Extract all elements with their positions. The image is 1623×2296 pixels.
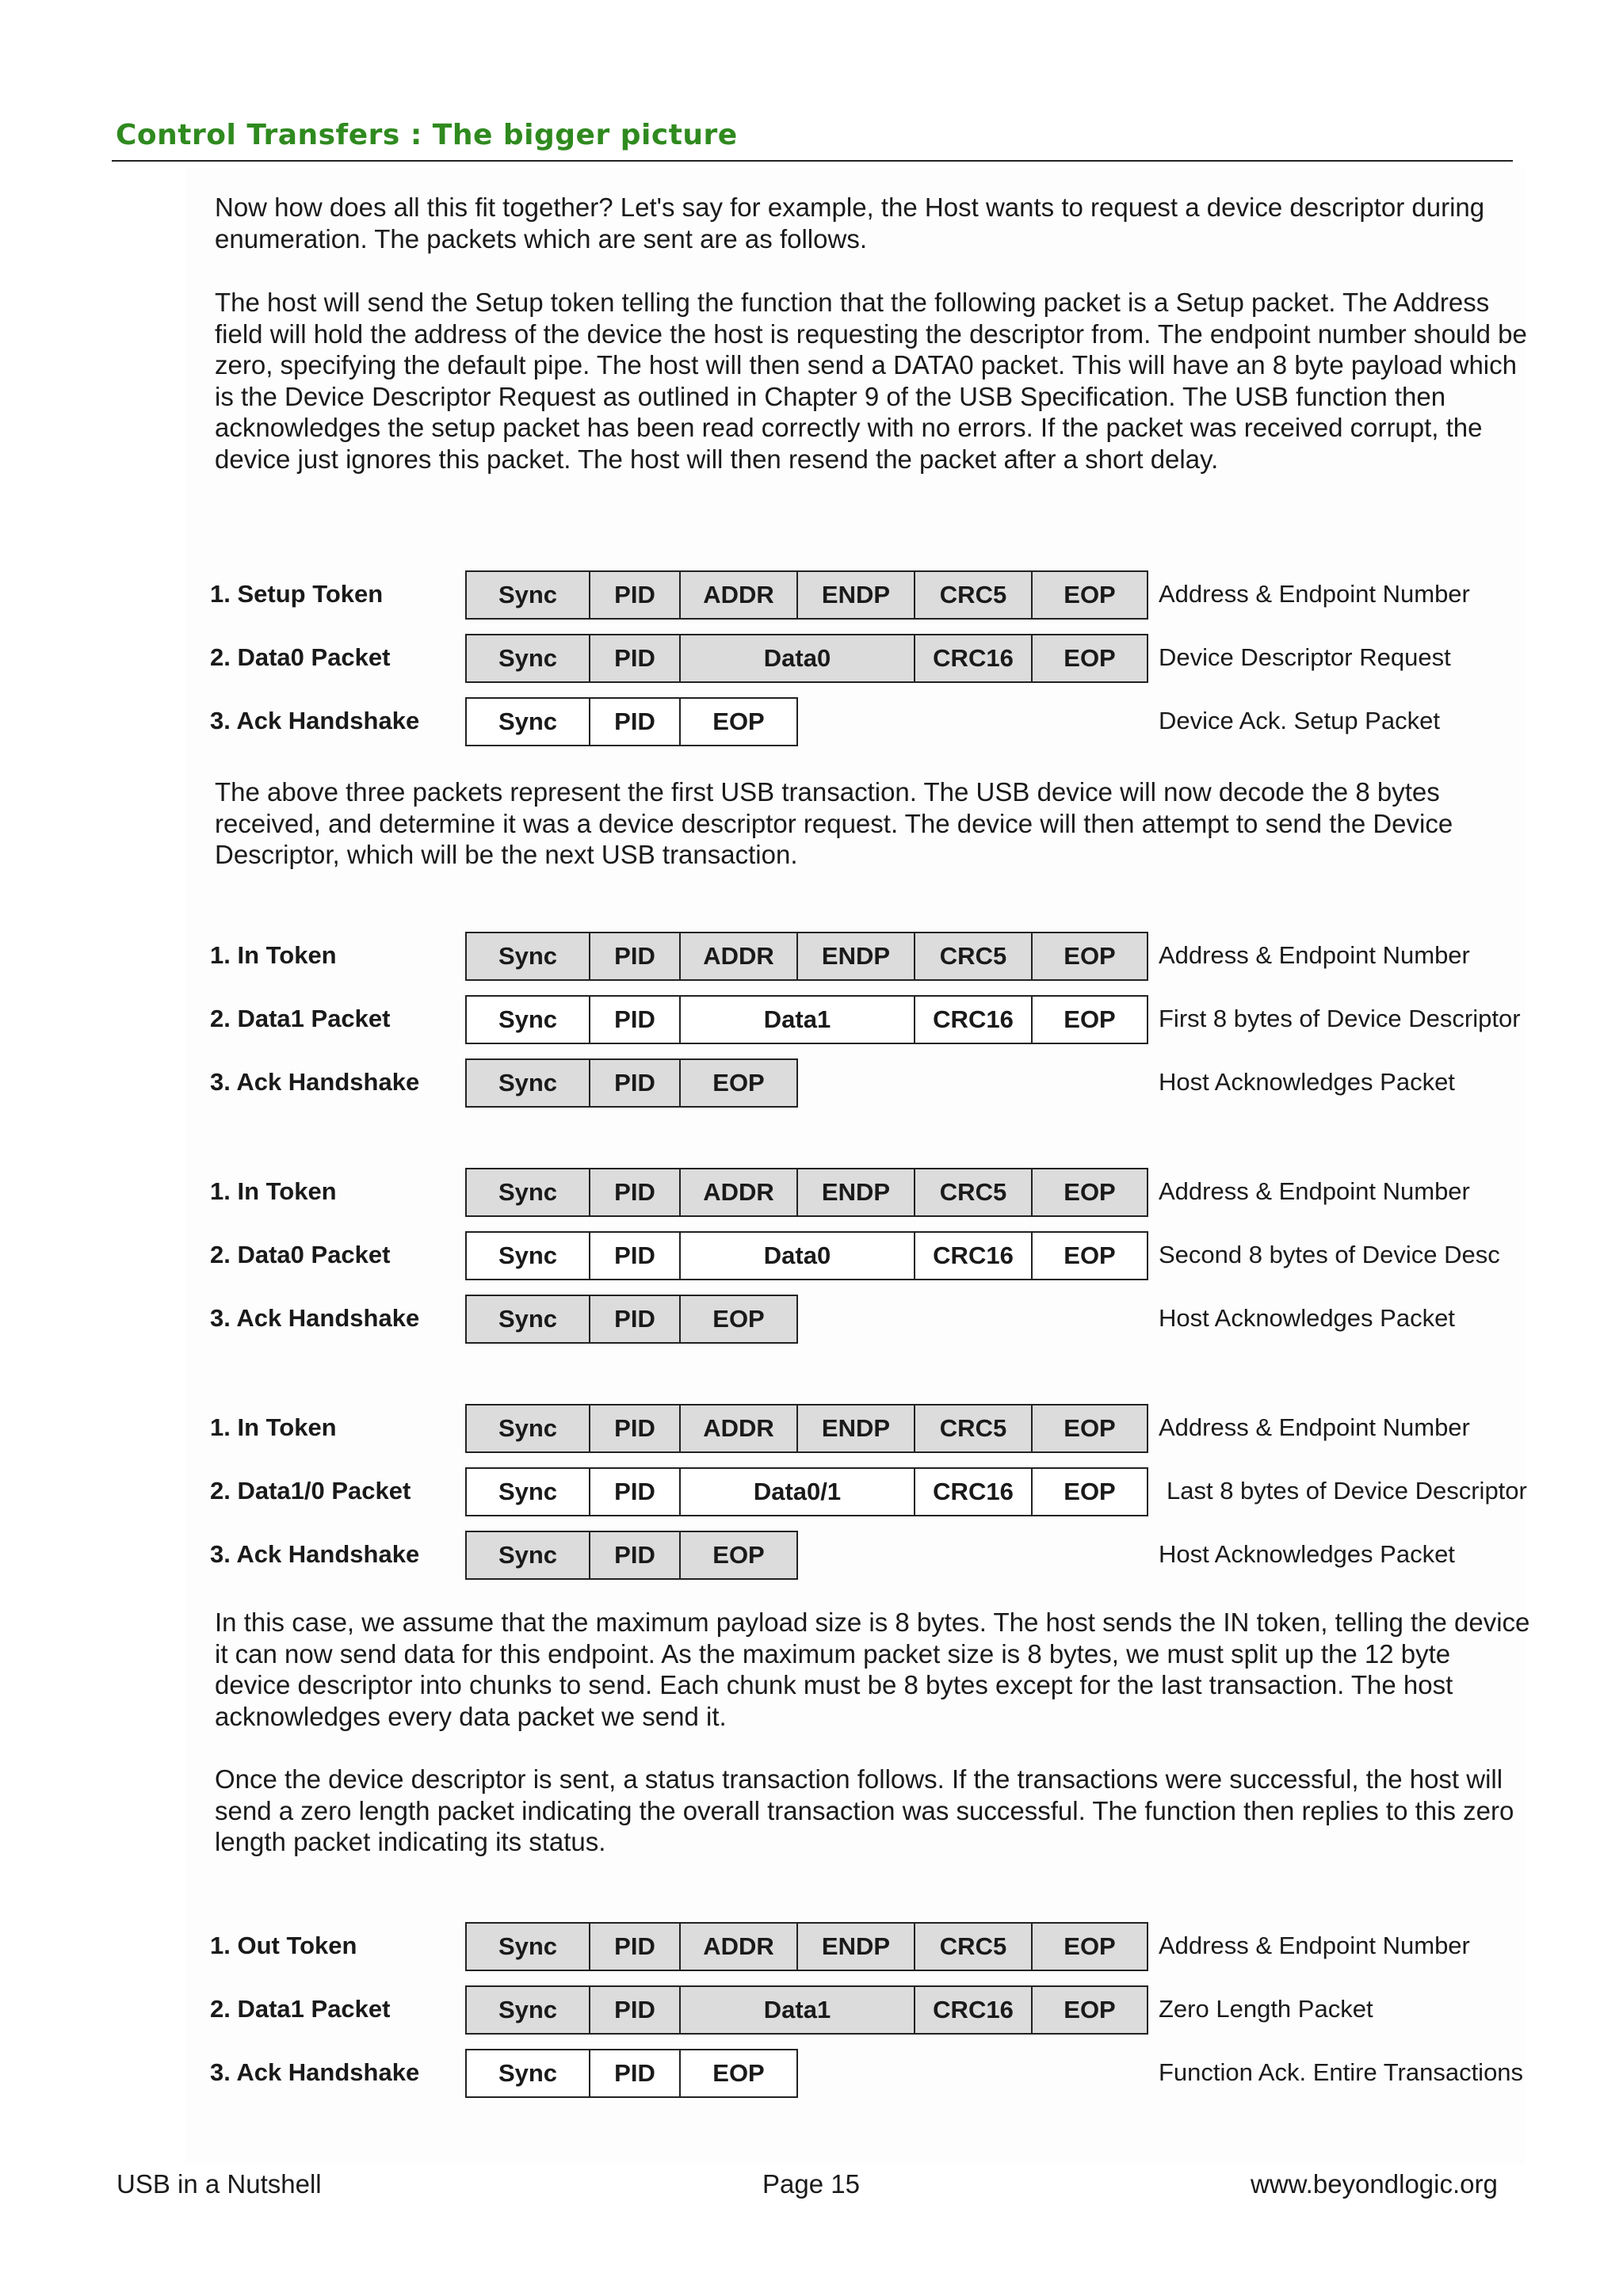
- packet-label: 3. Ack Handshake: [210, 707, 420, 734]
- packet-row: [0, 697, 1623, 745]
- packet-note: Second 8 bytes of Device Desc: [1159, 1241, 1500, 1268]
- paragraph-status: Once the device descriptor is sent, a status transaction follows. If the transactions were successful, the host will send a zero length packet indicating the overall transaction was successful. The function then replies to this zero length packet indicating its status.: [215, 1764, 1514, 1856]
- packet-note: Device Descriptor Request: [1159, 643, 1451, 671]
- packet-label: 2. Data0 Packet: [210, 1241, 391, 1268]
- field-eop: EOP: [1031, 635, 1147, 681]
- footer-website: www.beyondlogic.org: [1251, 2169, 1498, 2199]
- field-eop: EOP: [1031, 1233, 1147, 1279]
- packet-fields: [465, 932, 1148, 981]
- field-sync: Sync: [467, 1169, 589, 1215]
- packet-note: First 8 bytes of Device Descriptor: [1159, 1005, 1521, 1032]
- field-sync: Sync: [467, 635, 589, 681]
- packet-fields: [465, 697, 798, 746]
- packet-row: [0, 932, 1623, 979]
- packet-row: [0, 634, 1623, 681]
- field-eop: EOP: [679, 1532, 796, 1578]
- packet-row: [0, 995, 1623, 1043]
- packet-label: 3. Ack Handshake: [210, 1304, 420, 1332]
- field-addr: ADDR: [679, 1169, 796, 1215]
- packet-label: 3. Ack Handshake: [210, 1540, 420, 1568]
- packet-fields: [465, 1531, 798, 1580]
- title-rule: [112, 160, 1513, 162]
- field-crc16: CRC16: [914, 1469, 1031, 1515]
- field-data: Data0: [679, 635, 914, 681]
- field-endp: ENDP: [796, 1405, 914, 1451]
- field-crc5: CRC5: [914, 1169, 1031, 1215]
- field-crc16: CRC16: [914, 1987, 1031, 2033]
- field-pid: PID: [589, 1405, 679, 1451]
- packet-group-in-1: [0, 932, 1623, 1114]
- field-sync: Sync: [467, 1532, 589, 1578]
- footer-page-number: Page 15: [762, 2169, 860, 2199]
- field-data: Data0/1: [679, 1469, 914, 1515]
- field-eop: EOP: [679, 2050, 796, 2096]
- packet-row: [0, 2049, 1623, 2096]
- field-sync: Sync: [467, 1469, 589, 1515]
- field-addr: ADDR: [679, 572, 796, 618]
- field-crc16: CRC16: [914, 1233, 1031, 1279]
- field-endp: ENDP: [796, 1169, 914, 1215]
- field-sync: Sync: [467, 1987, 589, 2033]
- field-eop: EOP: [1031, 1924, 1147, 1970]
- packet-fields: [465, 1295, 798, 1344]
- packet-row: [0, 1404, 1623, 1451]
- packet-fields: [465, 2049, 798, 2098]
- packet-row: [0, 570, 1623, 618]
- page-title: Control Transfers : The bigger picture: [116, 119, 738, 151]
- packet-label: 1. In Token: [210, 1177, 337, 1205]
- field-data: Data1: [679, 997, 914, 1043]
- field-crc5: CRC5: [914, 1405, 1031, 1451]
- packet-row: [0, 1467, 1623, 1515]
- field-sync: Sync: [467, 1060, 589, 1106]
- field-sync: Sync: [467, 1924, 589, 1970]
- field-addr: ADDR: [679, 1405, 796, 1451]
- field-eop: EOP: [1031, 1987, 1147, 2033]
- packet-fields: [465, 995, 1148, 1044]
- packet-group-setup: [0, 570, 1623, 753]
- packet-note: Address & Endpoint Number: [1159, 1177, 1470, 1205]
- paragraph-payload: In this case, we assume that the maximum payload size is 8 bytes. The host sends the IN token, telling the device it can now send data for this endpoint. As the maximum packet size is 8 bytes, we must split up the 12 byte device descriptor into chunks to send. Each chunk must be 8 bytes except for the last transaction. The host acknowledges every data packet we send it.: [215, 1608, 1530, 1731]
- packet-note: Address & Endpoint Number: [1159, 941, 1470, 969]
- field-sync: Sync: [467, 699, 589, 745]
- packet-group-in-2: [0, 1168, 1623, 1350]
- field-crc16: CRC16: [914, 635, 1031, 681]
- field-eop: EOP: [679, 699, 796, 745]
- packet-fields: [465, 1058, 798, 1108]
- packet-row: [0, 1058, 1623, 1106]
- field-pid: PID: [589, 1532, 679, 1578]
- field-eop: EOP: [679, 1060, 796, 1106]
- field-crc5: CRC5: [914, 1924, 1031, 1970]
- paragraph-setup: The host will send the Setup token telling the function that the following packet is a Setup packet. The Address field will hold the address of the device the host is requesting the descriptor from. The endpoint number should be zero, specifying the default pipe. The host will then send a DATA0 packet. This will have an 8 byte payload which is the Device Descriptor Request as outlined in Chapter 9 of the USB Specification. The USB function then acknowledges the setup packet has been read correctly with no errors. If the packet was received corrupt, the device just ignores this packet. The host will then resend the packet after a short delay.: [215, 288, 1527, 474]
- packet-label: 3. Ack Handshake: [210, 2058, 420, 2086]
- field-eop: EOP: [1031, 997, 1147, 1043]
- packet-note: Address & Endpoint Number: [1159, 1413, 1470, 1441]
- footer-book-title: USB in a Nutshell: [116, 2169, 322, 2199]
- field-eop: EOP: [679, 1296, 796, 1342]
- paragraph-intro: Now how does all this fit together? Let's say for example, the Host wants to request a device descriptor during enumeration. The packets which are sent are as follows.: [215, 193, 1485, 254]
- packet-label: 2. Data0 Packet: [210, 643, 391, 671]
- field-pid: PID: [589, 1987, 679, 2033]
- packet-fields: [465, 1168, 1148, 1217]
- packet-note: Last 8 bytes of Device Descriptor: [1167, 1477, 1527, 1505]
- packet-label: 1. In Token: [210, 1413, 337, 1441]
- packet-row: [0, 1531, 1623, 1578]
- field-sync: Sync: [467, 997, 589, 1043]
- packet-fields: [465, 634, 1148, 683]
- packet-label: 1. Setup Token: [210, 580, 384, 608]
- field-pid: PID: [589, 572, 679, 618]
- packet-label: 2. Data1/0 Packet: [210, 1477, 411, 1505]
- field-eop: EOP: [1031, 1405, 1147, 1451]
- packet-note: Host Acknowledges Packet: [1159, 1540, 1455, 1568]
- packet-fields: [465, 1231, 1148, 1280]
- field-pid: PID: [589, 1924, 679, 1970]
- field-sync: Sync: [467, 1233, 589, 1279]
- packet-label: 2. Data1 Packet: [210, 1005, 391, 1032]
- packet-label: 1. In Token: [210, 941, 337, 969]
- field-endp: ENDP: [796, 933, 914, 979]
- packet-label: 1. Out Token: [210, 1932, 357, 1959]
- field-pid: PID: [589, 2050, 679, 2096]
- packet-note: Address & Endpoint Number: [1159, 580, 1470, 608]
- field-pid: PID: [589, 635, 679, 681]
- field-endp: ENDP: [796, 1924, 914, 1970]
- packet-row: [0, 1295, 1623, 1342]
- field-pid: PID: [589, 1233, 679, 1279]
- packet-fields: [465, 570, 1148, 620]
- field-pid: PID: [589, 699, 679, 745]
- field-sync: Sync: [467, 933, 589, 979]
- packet-row: [0, 1168, 1623, 1215]
- field-pid: PID: [589, 1469, 679, 1515]
- field-crc16: CRC16: [914, 997, 1031, 1043]
- packet-note: Host Acknowledges Packet: [1159, 1304, 1455, 1332]
- field-eop: EOP: [1031, 1169, 1147, 1215]
- field-data: Data1: [679, 1987, 914, 2033]
- field-pid: PID: [589, 1169, 679, 1215]
- field-addr: ADDR: [679, 1924, 796, 1970]
- packet-note: Address & Endpoint Number: [1159, 1932, 1470, 1959]
- packet-label: 2. Data1 Packet: [210, 1995, 391, 2023]
- field-sync: Sync: [467, 572, 589, 618]
- packet-label: 3. Ack Handshake: [210, 1068, 420, 1096]
- packet-group-status: [0, 1922, 1623, 2104]
- field-pid: PID: [589, 1060, 679, 1106]
- packet-row: [0, 1985, 1623, 2033]
- field-data: Data0: [679, 1233, 914, 1279]
- field-addr: ADDR: [679, 933, 796, 979]
- field-crc5: CRC5: [914, 933, 1031, 979]
- packet-note: Device Ack. Setup Packet: [1159, 707, 1440, 734]
- packet-fields: [465, 1922, 1148, 1971]
- paragraph-transaction: The above three packets represent the first USB transaction. The USB device will now decode the 8 bytes received, and determine it was a device descriptor request. The device will then attempt to send the Device Descriptor, which will be the next USB transaction.: [215, 777, 1453, 869]
- packet-note: Zero Length Packet: [1159, 1995, 1373, 2023]
- packet-fields: [465, 1467, 1148, 1516]
- field-sync: Sync: [467, 1296, 589, 1342]
- packet-group-in-3: [0, 1404, 1623, 1586]
- field-pid: PID: [589, 933, 679, 979]
- field-sync: Sync: [467, 1405, 589, 1451]
- packet-note: Host Acknowledges Packet: [1159, 1068, 1455, 1096]
- packet-fields: [465, 1985, 1148, 2035]
- packet-row: [0, 1922, 1623, 1970]
- field-endp: ENDP: [796, 572, 914, 618]
- packet-note: Function Ack. Entire Transactions: [1159, 2058, 1524, 2086]
- field-eop: EOP: [1031, 1469, 1147, 1515]
- field-pid: PID: [589, 997, 679, 1043]
- packet-row: [0, 1231, 1623, 1279]
- field-sync: Sync: [467, 2050, 589, 2096]
- field-pid: PID: [589, 1296, 679, 1342]
- field-crc5: CRC5: [914, 572, 1031, 618]
- packet-fields: [465, 1404, 1148, 1453]
- field-eop: EOP: [1031, 572, 1147, 618]
- field-eop: EOP: [1031, 933, 1147, 979]
